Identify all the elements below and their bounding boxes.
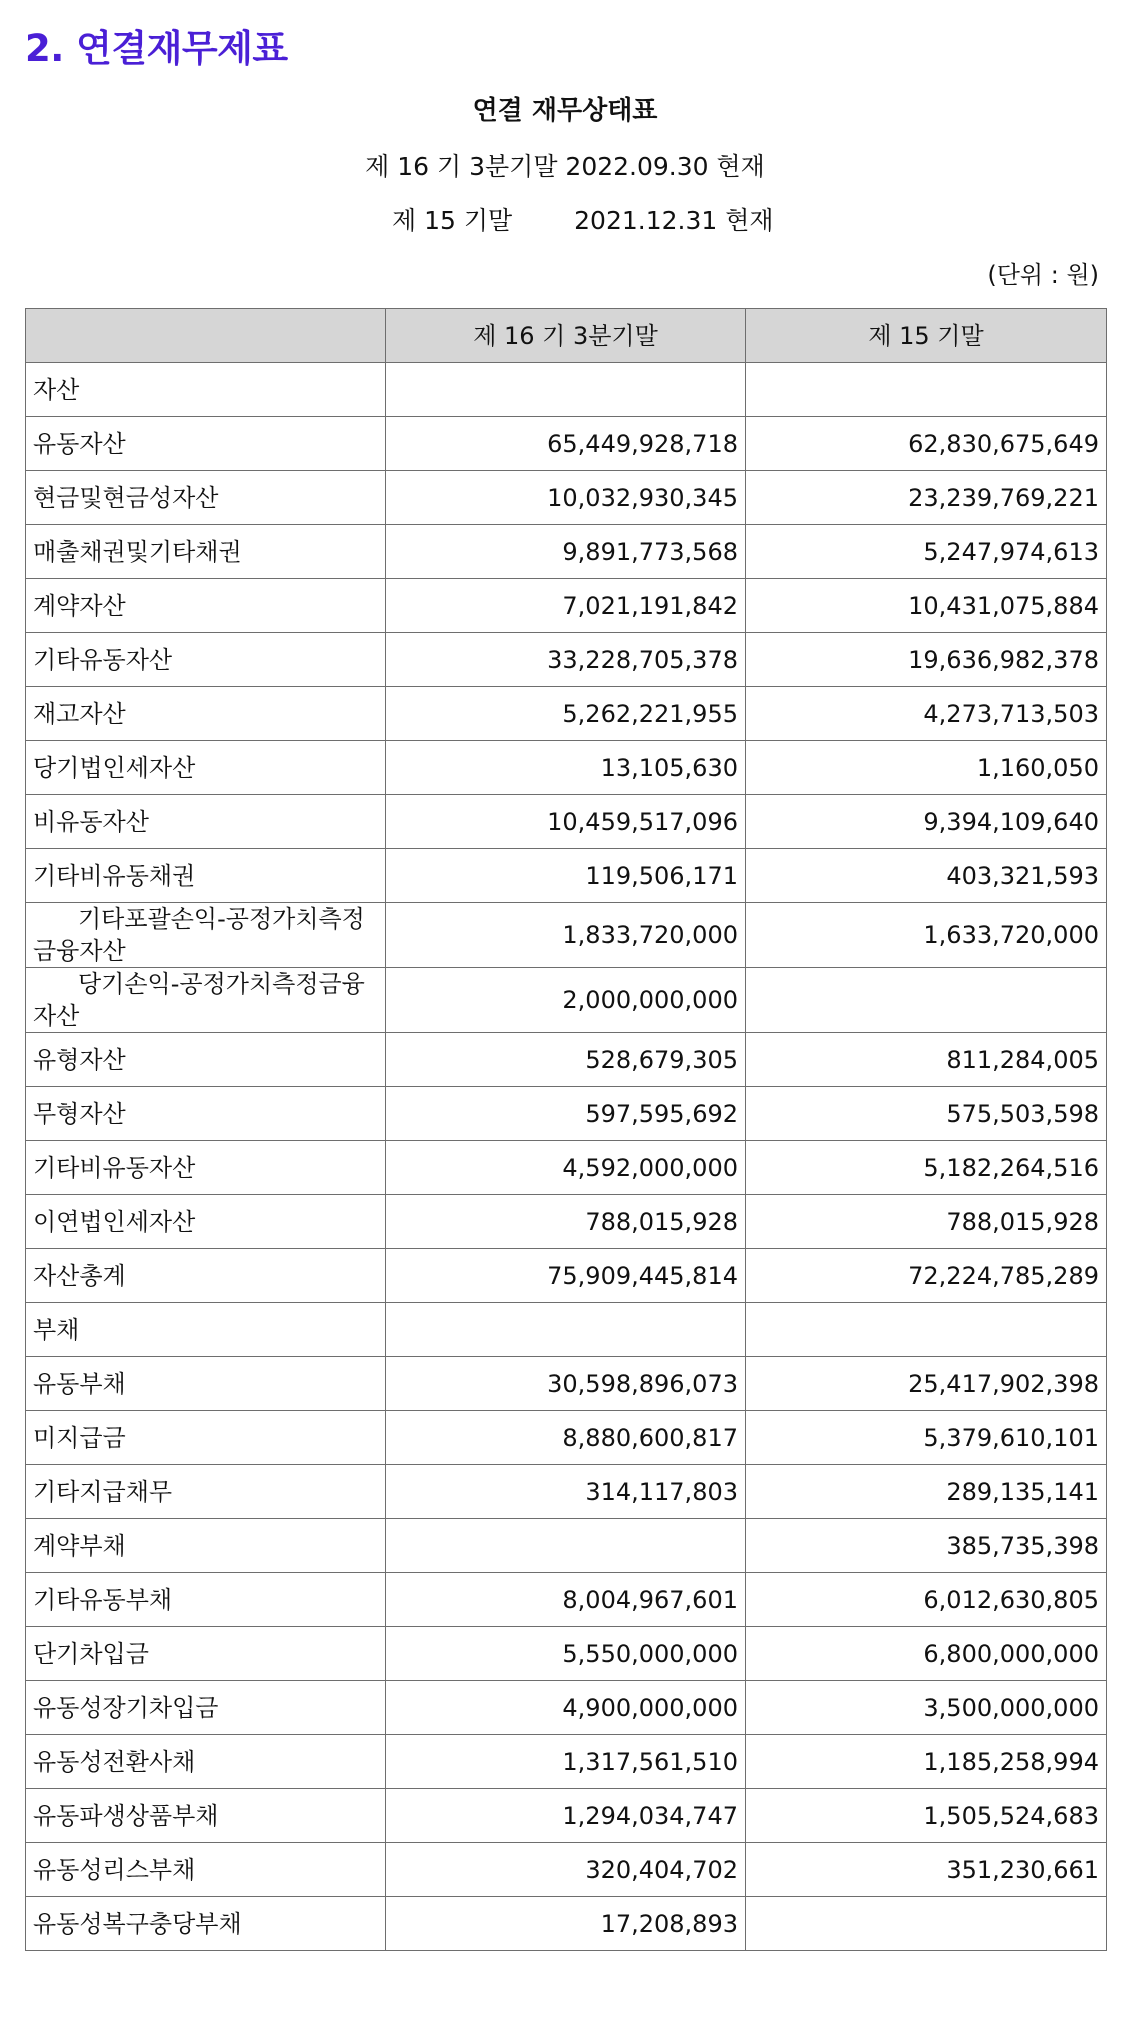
prior-period-value: 10,431,075,884	[746, 579, 1107, 633]
prior-period-value: 23,239,769,221	[746, 471, 1107, 525]
account-label: 기타유동부채	[26, 1573, 386, 1627]
table-row	[26, 1033, 1107, 1087]
column-header-account	[26, 309, 386, 363]
account-label: 유동성리스부채	[26, 1843, 386, 1897]
account-label: 미지급금	[26, 1411, 386, 1465]
prior-period-value	[746, 1303, 1107, 1357]
prior-period-label: 제 15 기말	[392, 206, 513, 235]
account-label: 유동부채	[26, 1357, 386, 1411]
prior-period-value: 6,800,000,000	[746, 1627, 1107, 1681]
account-label: 재고자산	[26, 687, 386, 741]
table-row	[26, 795, 1107, 849]
account-label: 기타비유동자산	[26, 1141, 386, 1195]
account-label: 유동성전환사채	[26, 1735, 386, 1789]
current-period-value: 30,598,896,073	[386, 1357, 746, 1411]
prior-period-value: 9,394,109,640	[746, 795, 1107, 849]
account-label: 당기법인세자산	[26, 741, 386, 795]
prior-period-value: 25,417,902,398	[746, 1357, 1107, 1411]
prior-period-value: 1,505,524,683	[746, 1789, 1107, 1843]
table-row	[26, 525, 1107, 579]
account-label: 계약자산	[26, 579, 386, 633]
table-row	[26, 968, 1107, 1033]
current-period-value: 4,592,000,000	[386, 1141, 746, 1195]
table-row	[26, 579, 1107, 633]
prior-period-value: 1,633,720,000	[746, 903, 1107, 968]
current-period-value: 1,833,720,000	[386, 903, 746, 968]
current-period-value: 5,550,000,000	[386, 1627, 746, 1681]
account-label: 기타유동자산	[26, 633, 386, 687]
table-row	[26, 1141, 1107, 1195]
account-label: 유동성복구충당부채	[26, 1897, 386, 1951]
current-period-value: 314,117,803	[386, 1465, 746, 1519]
statement-title: 연결 재무상태표	[472, 96, 658, 126]
prior-period-value: 4,273,713,503	[746, 687, 1107, 741]
prior-period-date: 2021.12.31 현재	[574, 206, 774, 235]
current-period-value: 1,317,561,510	[386, 1735, 746, 1789]
table-body	[26, 363, 1107, 1951]
current-period-value: 8,880,600,817	[386, 1411, 746, 1465]
current-period-value: 10,459,517,096	[386, 795, 746, 849]
table-row	[26, 633, 1107, 687]
prior-period-value	[746, 968, 1107, 1033]
table-row	[26, 1087, 1107, 1141]
account-label: 이연법인세자산	[26, 1195, 386, 1249]
current-period-value: 65,449,928,718	[386, 417, 746, 471]
current-period-value: 7,021,191,842	[386, 579, 746, 633]
table-row	[26, 687, 1107, 741]
table-row	[26, 1195, 1107, 1249]
prior-period-value: 3,500,000,000	[746, 1681, 1107, 1735]
prior-period-value: 19,636,982,378	[746, 633, 1107, 687]
current-period-value	[386, 363, 746, 417]
prior-period-value: 351,230,661	[746, 1843, 1107, 1897]
prior-period-value: 385,735,398	[746, 1519, 1107, 1573]
current-period-value: 9,891,773,568	[386, 525, 746, 579]
prior-period-value: 1,160,050	[746, 741, 1107, 795]
account-label: 기타비유동채권	[26, 849, 386, 903]
table-row	[26, 1843, 1107, 1897]
prior-period-value: 1,185,258,994	[746, 1735, 1107, 1789]
table-row	[26, 1465, 1107, 1519]
account-label: 유동파생상품부채	[26, 1789, 386, 1843]
prior-period-value: 788,015,928	[746, 1195, 1107, 1249]
current-period-value: 119,506,171	[386, 849, 746, 903]
table-row	[26, 1627, 1107, 1681]
account-label: 무형자산	[26, 1087, 386, 1141]
column-header-current: 제 16 기 3분기말	[386, 309, 746, 363]
account-label: 부채	[26, 1303, 386, 1357]
current-period-value: 13,105,630	[386, 741, 746, 795]
current-period-value: 10,032,930,345	[386, 471, 746, 525]
account-label: 자산	[26, 363, 386, 417]
prior-period-value: 403,321,593	[746, 849, 1107, 903]
prior-period-value	[746, 1897, 1107, 1951]
current-period-value: 5,262,221,955	[386, 687, 746, 741]
prior-period-row	[392, 201, 774, 237]
account-label: 유동성장기차입금	[26, 1681, 386, 1735]
table-row	[26, 1357, 1107, 1411]
balance-sheet-table	[25, 308, 1107, 1951]
current-period-value: 597,595,692	[386, 1087, 746, 1141]
table-row	[26, 1303, 1107, 1357]
table-row	[26, 1897, 1107, 1951]
current-period-value: 8,004,967,601	[386, 1573, 746, 1627]
prior-period-value: 62,830,675,649	[746, 417, 1107, 471]
account-label: 당기손익-공정가치측정금융자산	[26, 968, 386, 1033]
account-label: 자산총계	[26, 1249, 386, 1303]
current-period-value: 788,015,928	[386, 1195, 746, 1249]
current-period-value: 33,228,705,378	[386, 633, 746, 687]
current-period-value: 528,679,305	[386, 1033, 746, 1087]
prior-period-value: 575,503,598	[746, 1087, 1107, 1141]
account-label: 기타지급채무	[26, 1465, 386, 1519]
prior-period-value	[746, 363, 1107, 417]
current-period-label: 제 16 기 3분기말 2022.09.30 현재	[365, 152, 765, 181]
prior-period-value: 5,247,974,613	[746, 525, 1107, 579]
table-row	[26, 1519, 1107, 1573]
table-row	[26, 1249, 1107, 1303]
table-header-row	[26, 309, 1107, 363]
current-period-value: 17,208,893	[386, 1897, 746, 1951]
table-row	[26, 741, 1107, 795]
current-period-value: 1,294,034,747	[386, 1789, 746, 1843]
account-label: 계약부채	[26, 1519, 386, 1573]
table-row	[26, 363, 1107, 417]
account-label: 유형자산	[26, 1033, 386, 1087]
table-row	[26, 1681, 1107, 1735]
account-label: 매출채권및기타채권	[26, 525, 386, 579]
unit-label: (단위 : 원)	[987, 261, 1099, 289]
current-period-value: 75,909,445,814	[386, 1249, 746, 1303]
table-row	[26, 849, 1107, 903]
current-period-value	[386, 1303, 746, 1357]
table-row	[26, 1411, 1107, 1465]
table-row	[26, 1735, 1107, 1789]
section-title: 2. 연결재무제표	[25, 27, 288, 70]
account-label: 기타포괄손익-공정가치측정금융자산	[26, 903, 386, 968]
prior-period-value: 811,284,005	[746, 1033, 1107, 1087]
table-row	[26, 417, 1107, 471]
prior-period-value: 6,012,630,805	[746, 1573, 1107, 1627]
column-header-prior: 제 15 기말	[746, 309, 1107, 363]
current-period-value: 320,404,702	[386, 1843, 746, 1897]
current-period-value	[386, 1519, 746, 1573]
prior-period-value: 72,224,785,289	[746, 1249, 1107, 1303]
table-row	[26, 903, 1107, 968]
current-period-value: 2,000,000,000	[386, 968, 746, 1033]
account-label: 유동자산	[26, 417, 386, 471]
account-label: 현금및현금성자산	[26, 471, 386, 525]
prior-period-value: 5,379,610,101	[746, 1411, 1107, 1465]
table-row	[26, 471, 1107, 525]
account-label: 단기차입금	[26, 1627, 386, 1681]
current-period-value: 4,900,000,000	[386, 1681, 746, 1735]
account-label: 비유동자산	[26, 795, 386, 849]
table-row	[26, 1573, 1107, 1627]
prior-period-value: 289,135,141	[746, 1465, 1107, 1519]
prior-period-value: 5,182,264,516	[746, 1141, 1107, 1195]
table-row	[26, 1789, 1107, 1843]
